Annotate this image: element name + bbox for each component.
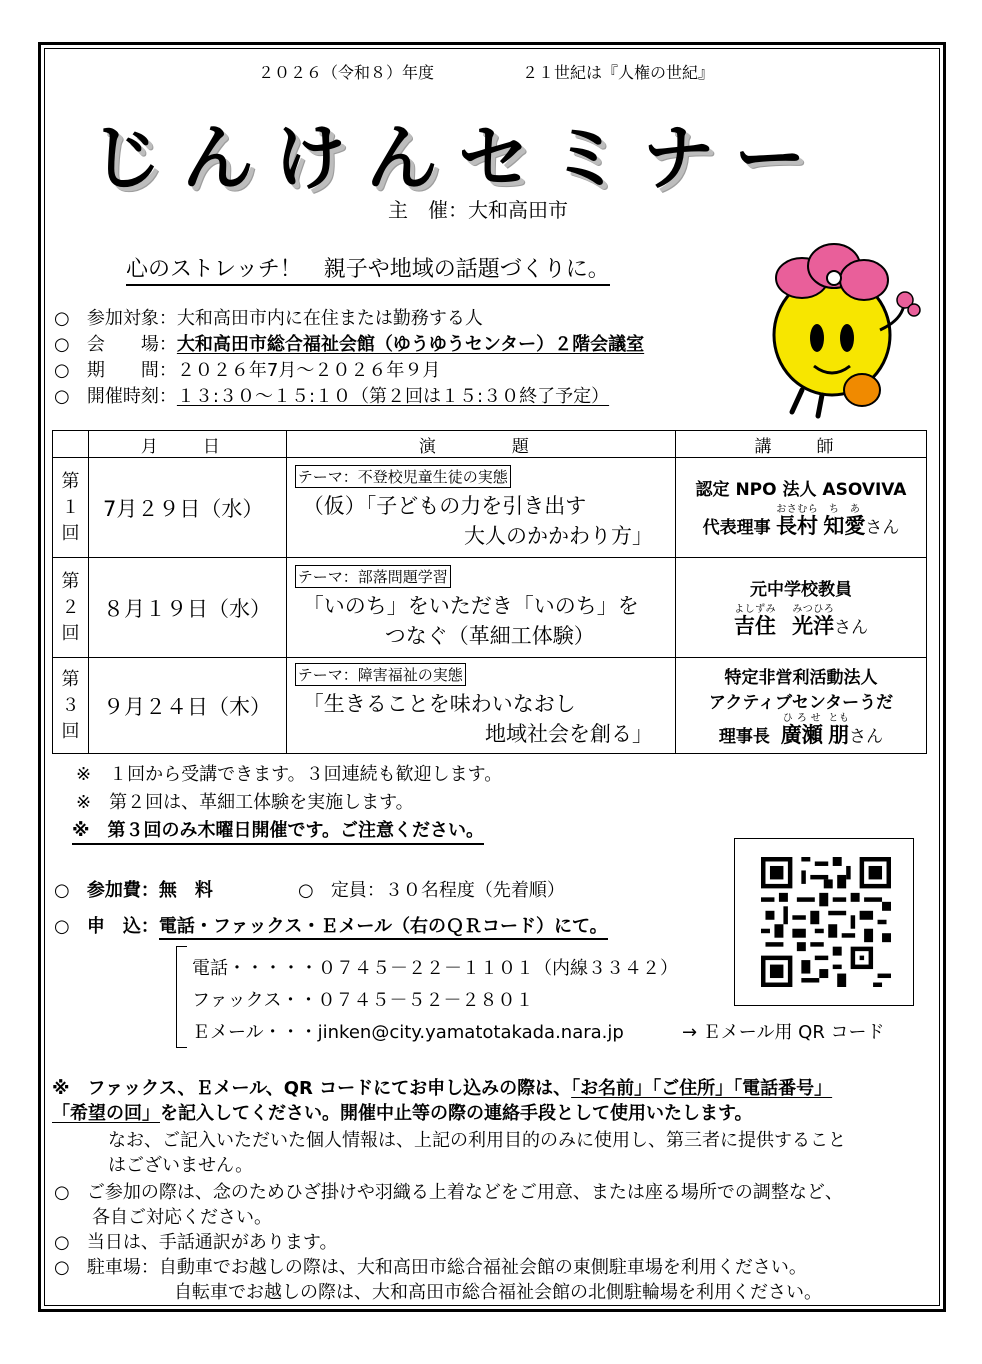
privacy-line-1: なお、ご記入いただいた個人情報は、上記の利用目的のみに使用し、第三者に提供すること [108, 1130, 846, 1151]
clothing-line-1: ○ ご参加の際は、念のためひざ掛けや羽織る上着などをご用意、または座る場所での調整など、 [54, 1182, 843, 1203]
info-venue: ○ 会 場：大和高田市総合福祉会館（ゆうゆうセンター）２階会議室 [54, 334, 645, 355]
method-line: ○ 申 込：電話・ファックス・Ｅメール（右のＱＲコード）にて。 [54, 912, 608, 938]
lecturer: 認定 NPO 法人 ASOVIVA 代表理事 長村おさむら 知愛ちあさん [676, 458, 927, 558]
privacy-line-2: はございません。 [108, 1155, 254, 1176]
qr-code [761, 857, 891, 987]
slogan: ２１世紀は『人権の世紀』 [522, 63, 715, 82]
contact-bracket [176, 946, 187, 1048]
sign-language-line: ○ 当日は、手話通訳があります。 [54, 1232, 338, 1253]
catchphrase: 心のストレッチ！ 親子や地域の話題づくりに。 [126, 252, 610, 286]
session-topic: テーマ：障害福祉の実態 「生きることを味わいなおし 地域社会を創る」 [286, 658, 675, 754]
organizer: 主 催：大和高田市 [388, 198, 568, 222]
theme-label: テーマ：障害福祉の実態 [295, 663, 466, 686]
capacity-line: ○ 定員：３０名程度（先着順） [298, 880, 565, 901]
note-3: ※ 第３回のみ木曜日開催です。ご注意ください。 [72, 816, 484, 845]
theme-label: テーマ：部落問題学習 [295, 565, 451, 588]
session-number: 第 １ 回 [53, 458, 89, 558]
notice-line-1: ※ ファックス、Ｅメール、QR コードにてお申し込みの際は、「お名前」「ご住所」「電話番号」 [52, 1078, 833, 1099]
lecturer: 元中学校教員 吉住よしずみ 光洋みつひろさん [676, 558, 927, 658]
parking-line-2: 自転車でお越しの際は、大和高田市総合福祉会館の北側駐輪場を利用ください。 [174, 1282, 822, 1303]
qr-code-box [734, 838, 914, 1006]
header-lecturer: 講 師 [676, 431, 927, 458]
mascot-illustration [762, 240, 926, 420]
lecturer: 特定非営利活動法人 アクティブセンターうだ 理事長 廣瀬ひろせ 朋ともさん [676, 658, 927, 754]
table-row [53, 458, 927, 558]
session-date: ８月１９日（水） [88, 558, 286, 658]
table-row [53, 558, 927, 658]
email-line: Ｅメール・・・jinken@city.yamatotakada.nara.jp [192, 1022, 624, 1043]
fax-line: ファックス・・０７４５－５２－２８０１ [192, 990, 534, 1011]
fee-line: ○ 参加費：無 料 [54, 880, 213, 901]
info-time: ○ 開催時刻：１３:３０～１５:１０（第２回は１５:３０終了予定） [54, 386, 610, 407]
session-topic: テーマ：部落問題学習 「いのち」をいただき「いのち」を つなぐ（革細工体験） [286, 558, 675, 658]
parking-line-1: ○ 駐車場：自動車でお越しの際は、大和高田市総合福祉会館の東側駐車場を利用ください。 [54, 1257, 807, 1278]
header-topic: 演 題 [286, 431, 675, 458]
header-num [53, 431, 89, 458]
phone-line: 電話・・・・・０７４５－２２－１１０１（内線３３４２） [192, 958, 678, 979]
qr-note: → Ｅメール用 QR コード [682, 1022, 885, 1043]
info-period: ○ 期 間：２０２６年7月～２０２６年９月 [54, 360, 441, 381]
session-date: 7月２９日（水） [88, 458, 286, 558]
page-title: じんけんセミナー [90, 116, 827, 200]
schedule-table [52, 430, 927, 754]
note-1: ※ １回から受講できます。３回連続も歓迎します。 [76, 764, 503, 785]
notice-line-2: 「希望の回」を記入してください。開催中止等の際の連絡手段として使用いたします。 [52, 1103, 753, 1124]
fiscal-year: ２０２６（令和８）年度 [258, 63, 435, 82]
info-target: ○ 参加対象：大和高田市内に在住または勤務する人 [54, 308, 483, 329]
session-number: 第 ３ 回 [53, 658, 89, 754]
clothing-line-2: 各自ご対応ください。 [92, 1207, 272, 1228]
theme-label: テーマ：不登校児童生徒の実態 [295, 465, 511, 488]
session-topic: テーマ：不登校児童生徒の実態 （仮）「子どもの力を引き出す 大人のかかわり方」 [286, 458, 675, 558]
session-number: 第 ２ 回 [53, 558, 89, 658]
table-row [53, 658, 927, 754]
session-date: ９月２４日（木） [88, 658, 286, 754]
header-date: 月 日 [88, 431, 286, 458]
note-2: ※ 第２回は、革細工体験を実施します。 [76, 792, 414, 813]
